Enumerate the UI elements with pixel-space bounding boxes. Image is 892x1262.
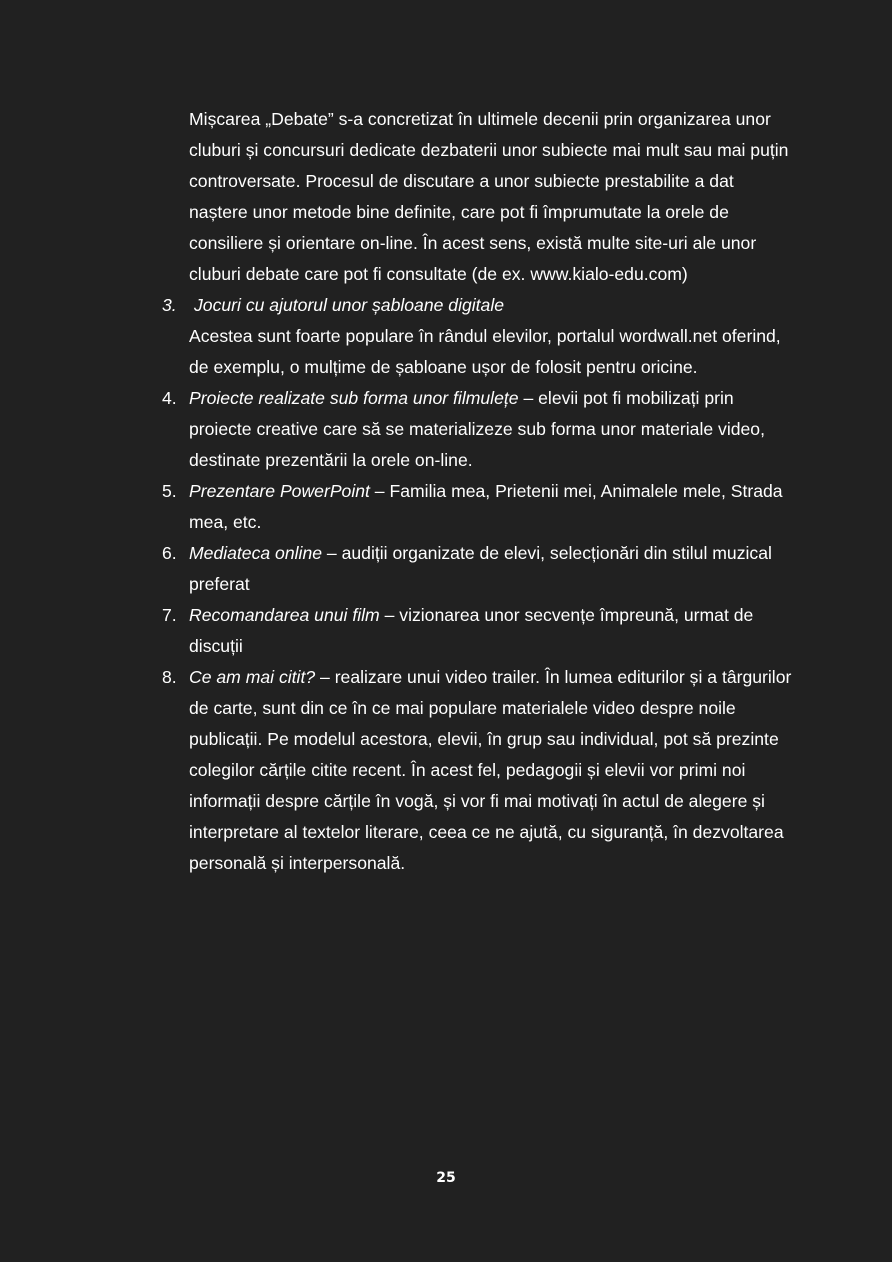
list-item-heading (189, 290, 792, 321)
list-item-title: Mediateca online (189, 543, 323, 563)
list-item-title: Jocuri cu ajutorul unor șabloane digitale (194, 295, 505, 315)
list-item-separator: – (315, 667, 335, 687)
list-item-title: Proiecte realizate sub forma unor filmulețe (189, 388, 519, 408)
list-item-text: vizionarea unor secvențe împreună, urmat de discuții (189, 605, 754, 656)
list-item-title: Ce am mai citit? (189, 667, 316, 687)
list-item-separator: – (322, 543, 342, 563)
list-item-text: realizare unui video trailer. În lumea editurilor și a târgurilor de carte, sunt din ce în ce mai populare materialele video despre noile publicații. Pe modelul acestora, elevii, în grup sau individual, pot să prezinte colegilor cărțile citite recent. În acest fel, pedagogii și elevii vor primi noi informații despre cărțile în vogă, și vor fi mai motivați în actul de alegere și interpretare al textelor literare, ceea ce ne ajută, cu siguranță, în dezvoltarea personală și interpersonală. (189, 667, 792, 873)
list-item-text: elevii pot fi mobilizați prin proiecte creative care să se materializeze sub forma unor materiale video, destinate prezentării la orele on-line. (189, 388, 765, 470)
list-number: 5. (162, 481, 177, 501)
list-number: 3. (162, 295, 177, 315)
list-item-5 (162, 476, 792, 538)
list-number: 4. (162, 388, 177, 408)
page-number: 25 (436, 1170, 456, 1186)
list-item-text: Acestea sunt foarte populare în rândul elevilor, portalul wordwall.net oferind, de exemplu, o mulțime de șabloane ușor de folosit pentru oricine. (189, 326, 781, 377)
intro-paragraph: Mișcarea „Debate” s-a concretizat în ultimele decenii prin organizarea unor cluburi și concursuri dedicate dezbaterii unor subiecte mai mult sau mai puțin controversate. Procesul de discutare a unor subiecte prestabilite a dat naștere unor metode bine definite, care pot fi împrumutate la orele de consiliere și orientare on-line. În acest sens, există multe site-uri ale unor cluburi debate care pot fi consultate (de ex. www.kialo-edu.com) (189, 109, 789, 284)
list-item-title: Recomandarea unui film (189, 605, 380, 625)
list-item-3 (162, 290, 792, 383)
list-number: 8. (162, 667, 177, 687)
list-item-separator: – (379, 605, 400, 625)
list-item-4 (162, 383, 792, 476)
list-item-7 (162, 600, 792, 662)
list-item-title: Prezentare PowerPoint (189, 481, 370, 501)
list-item-text: audiții organizate de elevi, selecționări din stilul muzical preferat (189, 543, 772, 594)
page-body (162, 104, 792, 879)
list-item-separator: – (369, 481, 390, 501)
list-number: 7. (162, 605, 177, 625)
list-item-text: Familia mea, Prietenii mei, Animalele mele, Strada mea, etc. (189, 481, 783, 532)
list-item-6 (162, 538, 792, 600)
list-number: 6. (162, 543, 177, 563)
list-item-8 (162, 662, 792, 879)
list-item-separator: – (518, 388, 539, 408)
